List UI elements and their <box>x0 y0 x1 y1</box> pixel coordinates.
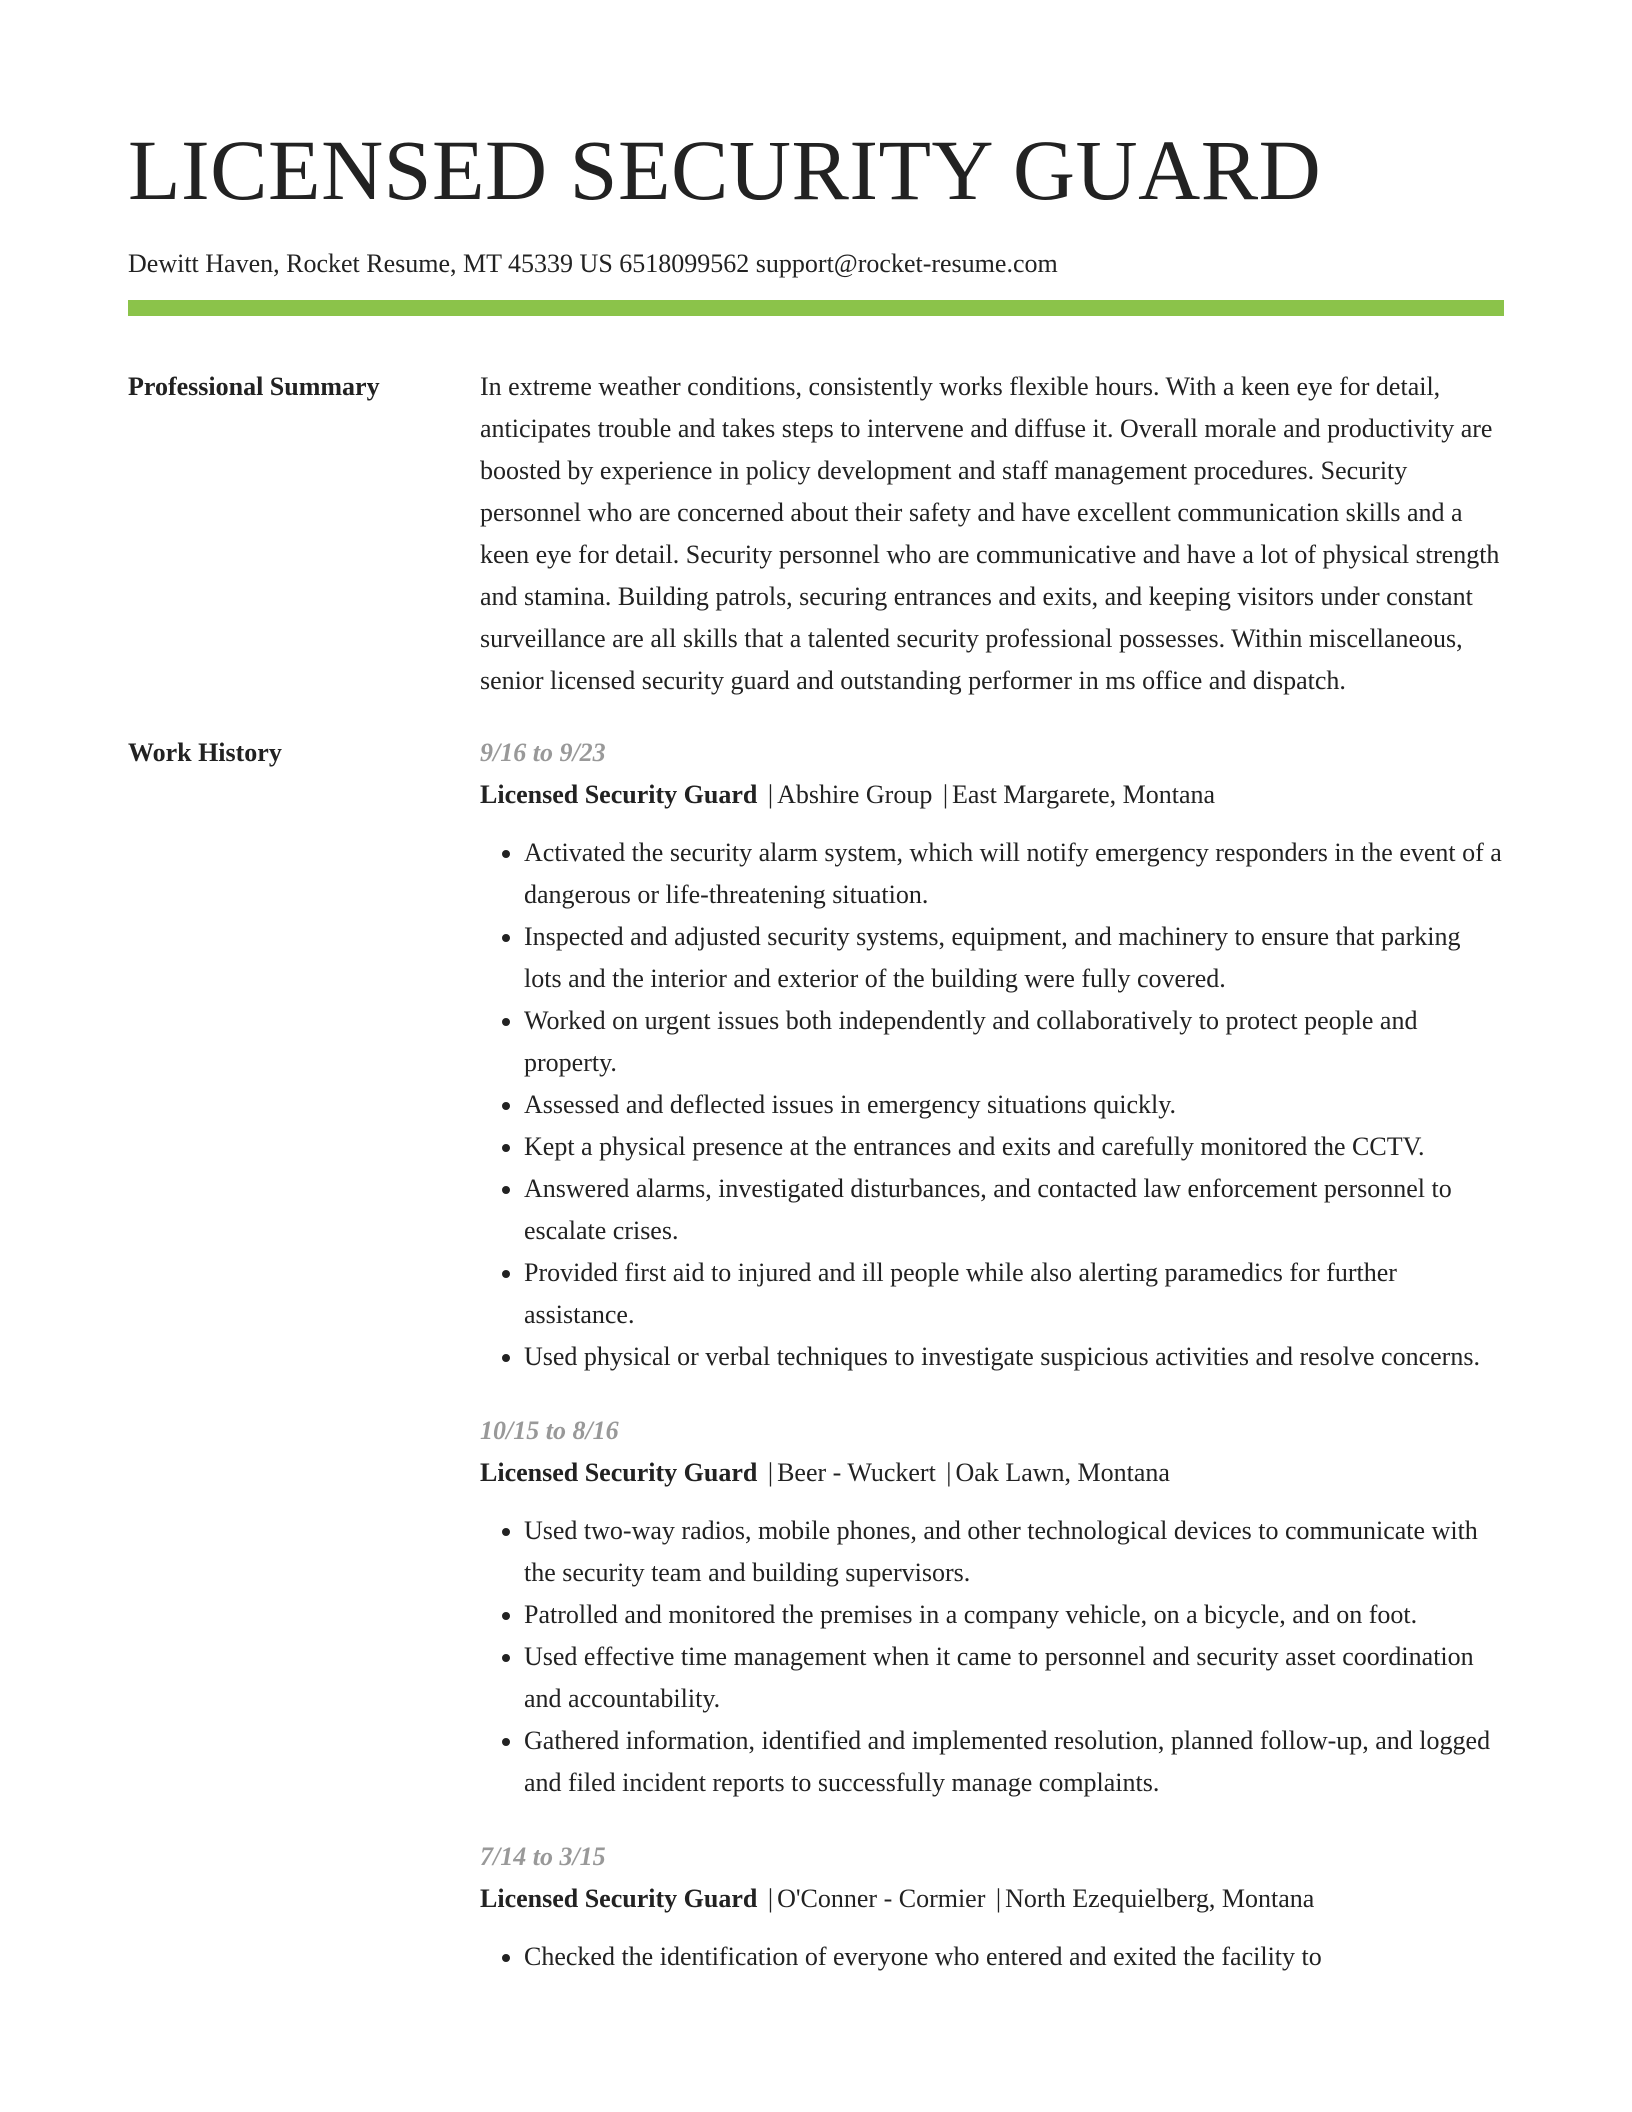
section-label-summary: Professional Summary <box>128 372 380 401</box>
resume-title: LICENSED SECURITY GUARD <box>128 122 1322 218</box>
job-title: Licensed Security Guard <box>480 1458 758 1487</box>
summary-text: In extreme weather conditions, consistently works flexible hours. With a keen eye for detail, anticipates trouble and takes steps to intervene and diffuse it. Overall morale and productivity are boosted by experience in policy development and staff management procedures. Security personnel who are concerned about their safety and have excellent communication skills and a keen eye for detail. Security personnel who are communicative and have a lot of physical strength and stamina. Building patrols, securing entrances and exits, and keeping visitors under constant surveillance are all skills that a talented security professional possesses. Within miscellaneous, senior licensed security guard and outstanding performer in ms office and dispatch. <box>480 372 1500 695</box>
work-history-body <box>480 732 1504 1978</box>
job-company: Abshire Group <box>777 780 933 809</box>
job-title: Licensed Security Guard <box>480 1884 758 1913</box>
job-bullet: • Kept a physical presence at the entrances and exits and carefully monitored the CCTV. <box>524 1126 1504 1168</box>
job-bullet: • Answered alarms, investigated disturbances, and contacted law enforcement personnel to escalate crises. <box>524 1168 1504 1252</box>
job-entry <box>480 1410 1504 1804</box>
contact-phone: 6518099562 <box>619 249 750 278</box>
job-company: O'Conner - Cormier <box>777 1884 986 1913</box>
professional-summary-section <box>128 366 1504 702</box>
job-bullet: • Gathered information, identified and implemented resolution, planned follow-up, and logged and filed incident reports to successfully manage complaints. <box>524 1720 1504 1804</box>
job-entry <box>480 1836 1504 1978</box>
section-label-work-history: Work History <box>128 738 282 767</box>
contact-address: Dewitt Haven, Rocket Resume, MT 45339 US <box>128 249 613 278</box>
separator: | <box>767 780 774 809</box>
job-bullet: • Provided first aid to injured and ill people while also alerting paramedics for further assistance. <box>524 1252 1504 1336</box>
job-dates: 10/15 to 8/16 <box>480 1416 619 1445</box>
job-bullet-list <box>480 832 1504 1378</box>
job-heading <box>480 1452 1504 1494</box>
job-bullet-list <box>480 1936 1504 1978</box>
job-bullet-list <box>480 1510 1504 1804</box>
job-bullet: • Used physical or verbal techniques to investigate suspicious activities and resolve concerns. <box>524 1336 1504 1378</box>
job-bullet: • Used effective time management when it came to personnel and security asset coordination and accountability. <box>524 1636 1504 1720</box>
separator: | <box>946 1458 952 1487</box>
job-location: Oak Lawn, Montana <box>955 1458 1170 1487</box>
job-location: North Ezequielberg, Montana <box>1005 1884 1315 1913</box>
job-bullet: • Checked the identification of everyone who entered and exited the facility to <box>524 1936 1504 1978</box>
job-bullet: • Used two-way radios, mobile phones, and other technological devices to communicate with the security team and building supervisors. <box>524 1510 1504 1594</box>
job-bullet: • Inspected and adjusted security systems, equipment, and machinery to ensure that parking lots and the interior and exterior of the building were fully covered. <box>524 916 1504 1000</box>
job-title: Licensed Security Guard <box>480 780 758 809</box>
accent-divider <box>128 300 1504 316</box>
separator: | <box>767 1458 774 1487</box>
job-bullet: • Worked on urgent issues both independently and collaboratively to protect people and property. <box>524 1000 1504 1084</box>
job-heading <box>480 774 1504 816</box>
job-location: East Margarete, Montana <box>952 780 1216 809</box>
job-heading <box>480 1878 1504 1920</box>
separator: | <box>767 1884 774 1913</box>
job-bullet: • Assessed and deflected issues in emergency situations quickly. <box>524 1084 1504 1126</box>
contact-email: support@rocket-resume.com <box>755 249 1058 278</box>
resume-page <box>128 0 1504 1978</box>
separator: | <box>942 780 949 809</box>
job-company: Beer - Wuckert <box>777 1458 936 1487</box>
work-history-section <box>128 732 1504 1978</box>
separator: | <box>995 1884 1002 1913</box>
job-bullet: • Patrolled and monitored the premises in a company vehicle, on a bicycle, and on foot. <box>524 1594 1504 1636</box>
job-dates: 9/16 to 9/23 <box>480 738 606 767</box>
contact-line <box>128 248 1504 280</box>
job-entry <box>480 732 1504 1378</box>
job-bullet: • Activated the security alarm system, which will notify emergency responders in the event of a dangerous or life-threatening situation. <box>524 832 1504 916</box>
job-dates: 7/14 to 3/15 <box>480 1842 606 1871</box>
summary-body <box>480 366 1504 702</box>
